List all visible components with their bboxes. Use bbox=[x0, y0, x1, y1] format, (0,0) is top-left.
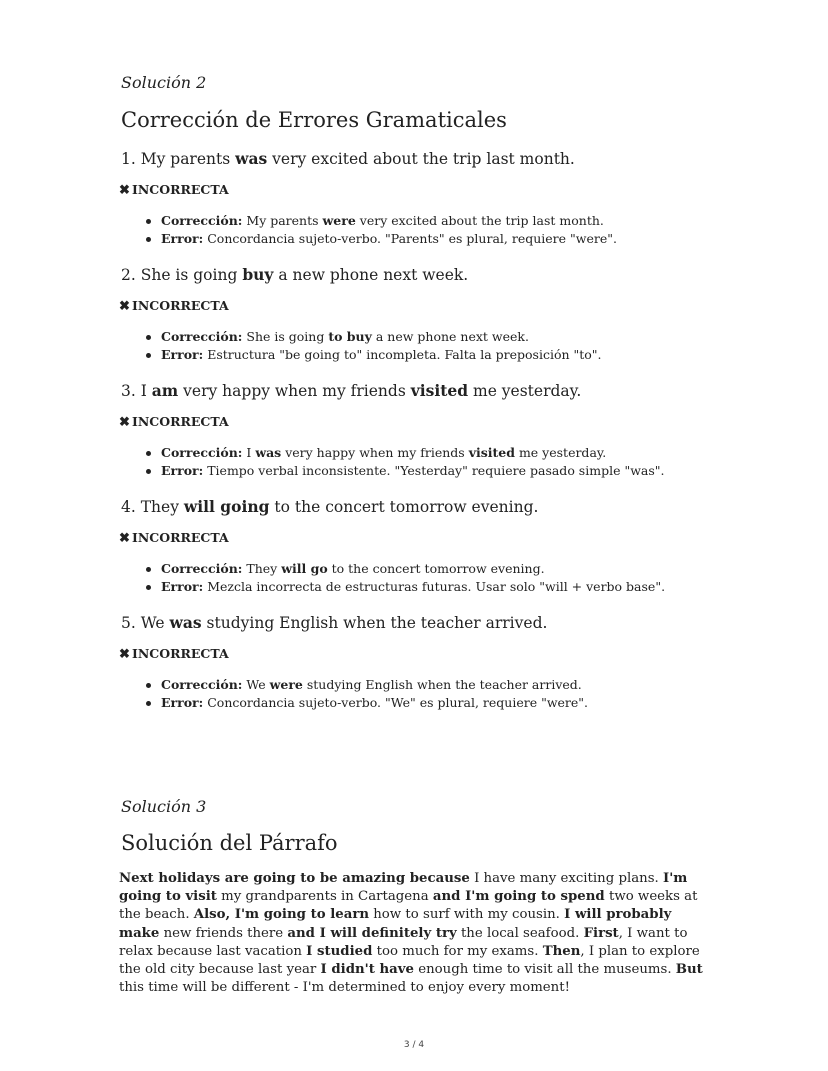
answer-list bbox=[121, 212, 617, 248]
answer-list bbox=[121, 676, 588, 712]
question-2: 2. She is going buy a new phone next week. bbox=[121, 265, 469, 284]
solution-3-label: Solución 3 bbox=[121, 797, 207, 816]
cross-icon: ✖ bbox=[119, 531, 130, 546]
verdict-badge: ✖ INCORRECTA bbox=[119, 646, 229, 662]
correction-item: Corrección: My parents were very excited about the trip last month. bbox=[121, 212, 617, 230]
page-indicator: 3 / 4 bbox=[403, 1040, 425, 1050]
verdict-badge: ✖ INCORRECTA bbox=[119, 182, 229, 198]
question-4: 4. They will going to the concert tomorrow evening. bbox=[121, 497, 539, 516]
correction-item: Corrección: We were studying English when the teacher arrived. bbox=[121, 676, 588, 694]
cross-icon: ✖ bbox=[119, 183, 130, 198]
answer-list bbox=[121, 444, 665, 480]
error-item: Error: Mezcla incorrecta de estructuras futuras. Usar solo "will + verbo base". bbox=[121, 578, 665, 596]
verdict-badge: ✖ INCORRECTA bbox=[119, 414, 229, 430]
solution-paragraph: Next holidays are going to be amazing because I have many exciting plans. I'm going to visit my grandparents in Cartagena and I'm going to spend two weeks at the beach. Also, I'm going to learn how to surf with my cousin. I will probably make new friends there and I will definitely try the local seafood. First, I want to relax because last vacation I studied too much for my exams. Then, I plan to explore the old city because last year I didn't have enough time to visit all the museums. But this time will be different - I'm determined to enjoy every moment! bbox=[119, 871, 703, 996]
question-5: 5. We was studying English when the teacher arrived. bbox=[121, 613, 548, 632]
cross-icon: ✖ bbox=[119, 647, 130, 662]
correction-item: Corrección: They will go to the concert tomorrow evening. bbox=[121, 560, 665, 578]
error-item: Error: Tiempo verbal inconsistente. "Yesterday" requiere pasado simple "was". bbox=[121, 462, 665, 480]
error-item: Error: Concordancia sujeto-verbo. "Parents" es plural, requiere "were". bbox=[121, 230, 617, 248]
cross-icon: ✖ bbox=[119, 299, 130, 314]
verdict-badge: ✖ INCORRECTA bbox=[119, 530, 229, 546]
solution-2-title: Corrección de Errores Gramaticales bbox=[121, 108, 507, 132]
correction-item: Corrección: I was very happy when my friends visited me yesterday. bbox=[121, 444, 665, 462]
answer-list bbox=[121, 560, 665, 596]
correction-item: Corrección: She is going to buy a new phone next week. bbox=[121, 328, 602, 346]
question-1: 1. My parents was very excited about the trip last month. bbox=[121, 149, 575, 168]
error-item: Error: Estructura "be going to" incompleta. Falta la preposición "to". bbox=[121, 346, 602, 364]
solution-3-title: Solución del Párrafo bbox=[121, 831, 338, 855]
cross-icon: ✖ bbox=[119, 415, 130, 430]
question-3: 3. I am very happy when my friends visited me yesterday. bbox=[121, 381, 582, 400]
solution-2-label: Solución 2 bbox=[121, 73, 207, 92]
error-item: Error: Concordancia sujeto-verbo. "We" es plural, requiere "were". bbox=[121, 694, 588, 712]
verdict-badge: ✖ INCORRECTA bbox=[119, 298, 229, 314]
answer-list bbox=[121, 328, 602, 364]
